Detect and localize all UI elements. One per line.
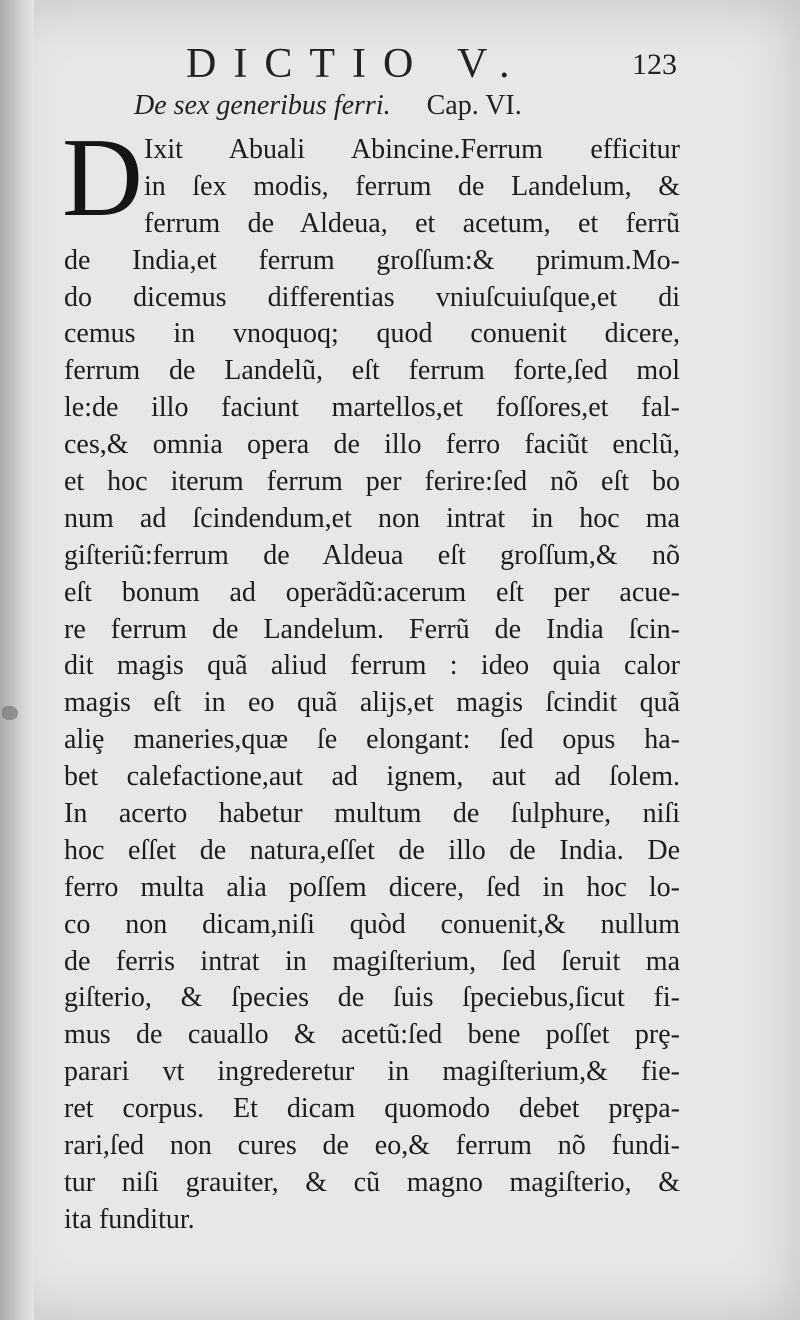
text-line: num ad ſcindendum,et non intrat in hoc ma xyxy=(64,502,680,534)
drop-cap-initial: D xyxy=(62,116,143,240)
text-line: ferrum de Aldeua, et acetum, et ferrũ xyxy=(144,207,680,239)
text-line: mus de cauallo & acetũ:ſed bene poſſet prȩ- xyxy=(64,1019,680,1051)
text-line: co non dicam,niſi quòd conuenit,& nullum xyxy=(64,908,680,940)
text-line: dit magis quã aliud ferrum : ideo quia calor xyxy=(64,650,680,682)
ink-smudge xyxy=(2,706,18,720)
chapter-heading xyxy=(134,90,654,122)
chapter-title-text: De sex generibus ferri. xyxy=(134,90,391,121)
text-line: re ferrum de Landelum. Ferrũ de India ſcin- xyxy=(64,613,680,645)
text-line: ret corpus. Et dicam quomodo debet prȩpa- xyxy=(64,1093,680,1125)
text-line: hoc eſſet de natura,eſſet de illo de India. De xyxy=(64,834,680,866)
text-line: giſteriũ:ferrum de Aldeua eſt groſſum,& nõ xyxy=(64,539,680,571)
running-title: DICTIO V. xyxy=(186,41,527,87)
text-line: In acerto habetur multum de ſulphure, niſi xyxy=(64,798,680,830)
text-line: eſt bonum ad operãdũ:acerum eſt per acue- xyxy=(64,576,680,608)
text-line: bet calefactione,aut ad ignem, aut ad ſolem. xyxy=(64,761,680,793)
text-line: et hoc iterum ferrum per ferire:ſed nõ eſt bo xyxy=(64,466,680,498)
text-line: magis eſt in eo quã alijs,et magis ſcindit quã xyxy=(64,687,680,719)
text-line: ces,& omnia opera de illo ferro faciũt enclũ, xyxy=(64,429,680,461)
text-line: le:de illo faciunt martellos,et foſſores,et fal- xyxy=(64,392,680,424)
chapter-label: Cap. VI. xyxy=(426,90,522,121)
text-line: parari vt ingrederetur in magiſterium,& fie- xyxy=(64,1056,680,1088)
page-number: 123 xyxy=(632,48,677,81)
text-line: rari,ſed non cures de eo,& ferrum nõ fundi- xyxy=(64,1130,680,1162)
text-line: Ixit Abuali Abincine.Ferrum efficitur xyxy=(144,134,680,165)
text-line: tur niſi grauiter, & cũ magno magiſterio, & xyxy=(64,1166,680,1198)
text-line: giſterio, & ſpecies de ſuis ſpeciebus,ſicut fi- xyxy=(64,982,680,1014)
text-line: aliȩ maneries,quæ ſe elongant: ſed opus ha- xyxy=(64,724,680,756)
page-gutter-shadow xyxy=(0,0,34,1320)
text-line: de India,et ferrum groſſum:& primum.Mo- xyxy=(64,244,680,276)
body-text xyxy=(64,132,680,1239)
text-line: cemus in vnoquoq; quod conuenit dicere, xyxy=(64,318,680,350)
text-line: ferrum de Landelũ, eſt ferrum forte,ſed mol xyxy=(64,355,680,387)
text-line: in ſex modis, ferrum de Landelum, & xyxy=(144,170,680,202)
text-line: ferro multa alia poſſem dicere, ſed in hoc lo- xyxy=(64,871,680,903)
text-line: do dicemus differentias vniuſcuiuſque,et di xyxy=(64,281,680,313)
text-line: de ferris intrat in magiſterium, ſed ſeruit ma xyxy=(64,945,680,977)
text-line: ita funditur. xyxy=(64,1203,195,1235)
